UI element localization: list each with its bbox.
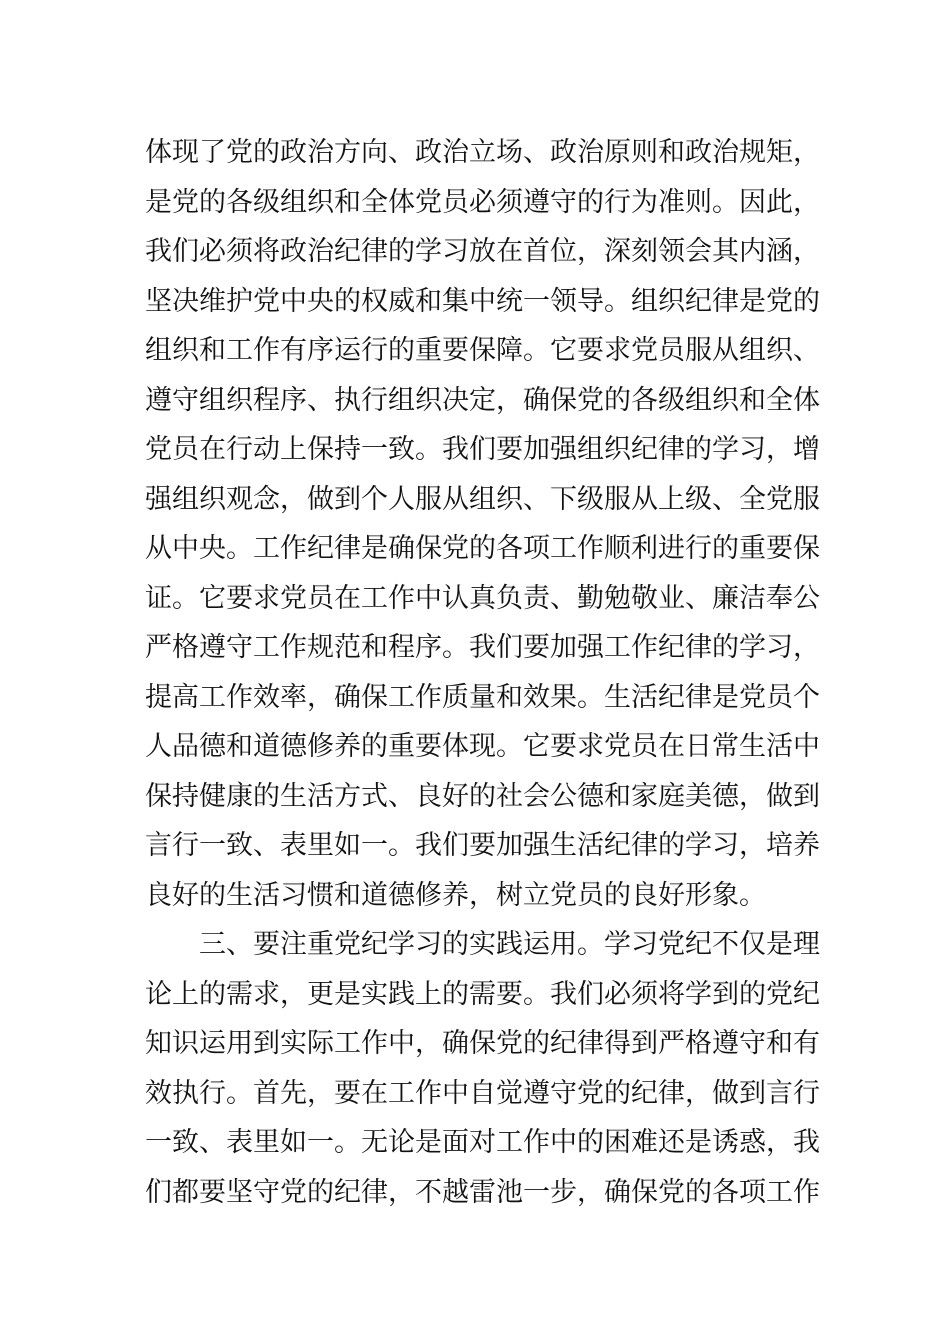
text-line: 一致、表里如一。无论是面对工作中的困难还是诱惑，我	[145, 1127, 820, 1158]
text-line: 严格遵守工作规范和程序。我们要加强工作纪律的学习，	[145, 632, 820, 663]
text-line: 论上的需求，更是实践上的需要。我们必须将学到的党纪	[145, 978, 820, 1010]
text-line: 是党的各级组织和全体党员必须遵守的行为准则。因此，	[145, 186, 820, 218]
text-line: 提高工作效率，确保工作质量和效果。生活纪律是党员个	[145, 681, 820, 713]
text-line: 知识运用到实际工作中，确保党的纪律得到严格遵守和有	[145, 1028, 820, 1059]
text-line: 保持健康的生活方式、良好的社会公德和家庭美德，做到	[145, 780, 820, 812]
text-line: 们都要坚守党的纪律，不越雷池一步，确保党的各项工作	[145, 1176, 820, 1208]
text-line: 证。它要求党员在工作中认真负责、勤勉敬业、廉洁奉公	[145, 582, 820, 614]
text-line: 三、要注重党纪学习的实践运用。学习党纪不仅是理	[199, 929, 820, 960]
text-line: 强组织观念，做到个人服从组织、下级服从上级、全党服	[145, 483, 820, 515]
text-line: 良好的生活习惯和道德修养，树立党员的良好形象。	[145, 879, 766, 911]
text-line: 从中央。工作纪律是确保党的各项工作顺利进行的重要保	[145, 533, 820, 564]
text-line: 组织和工作有序运行的重要保障。它要求党员服从组织、	[145, 335, 820, 366]
text-line: 坚决维护党中央的权威和集中统一领导。组织纪律是党的	[145, 285, 820, 317]
body-text	[145, 128, 820, 1217]
paragraph-practice-application	[145, 920, 820, 1217]
text-line: 效执行。首先，要在工作中自觉遵守党的纪律，做到言行	[145, 1077, 820, 1109]
text-line: 体现了党的政治方向、政治立场、政治原则和政治规矩，	[145, 137, 820, 168]
text-line: 遵守组织程序、执行组织决定，确保党的各级组织和全体	[145, 384, 820, 416]
text-line: 人品德和道德修养的重要体现。它要求党员在日常生活中	[145, 731, 820, 762]
text-line: 党员在行动上保持一致。我们要加强组织纪律的学习，增	[145, 434, 820, 465]
text-line: 言行一致、表里如一。我们要加强生活纪律的学习，培养	[145, 830, 820, 861]
paragraph-discipline-types	[145, 128, 820, 920]
text-line: 我们必须将政治纪律的学习放在首位，深刻领会其内涵，	[145, 236, 820, 267]
